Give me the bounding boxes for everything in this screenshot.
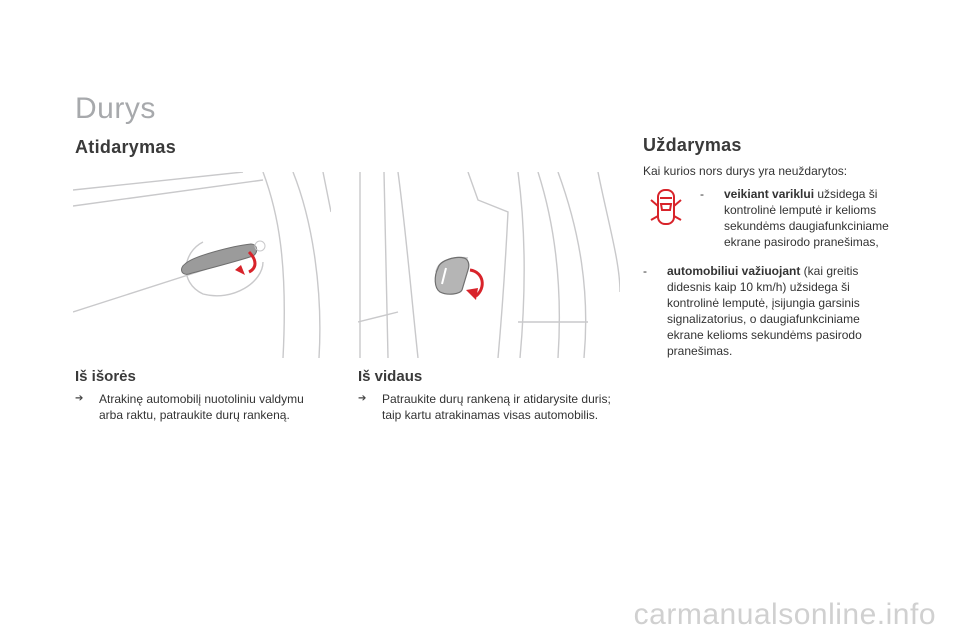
outside-instruction — [75, 391, 325, 423]
watermark: carmanualsonline.info — [633, 598, 936, 631]
door-open-warning-icon — [647, 186, 685, 232]
outside-subtitle: Iš išorės — [75, 368, 136, 385]
item2-line1-rest: (kai greitis — [800, 264, 859, 278]
section-heading-closing: Uždarymas — [643, 135, 742, 155]
outside-handle-illustration — [73, 172, 331, 358]
outside-text-line-1: Atrakinę automobilį nuotoliniu valdymu — [99, 392, 304, 406]
item2-line-6: pranešimas. — [667, 344, 733, 358]
inside-handle-illustration — [358, 172, 620, 358]
inside-subtitle: Iš vidaus — [358, 368, 423, 385]
item2-line-2: didesnis kaip 10 km/h) užsidega ši — [667, 280, 850, 294]
item2-line-3: kontrolinė lemputė, įsijungia garsinis — [667, 296, 860, 310]
item-dash: - — [700, 187, 704, 201]
item2-bold: automobiliui važiuojant — [667, 264, 801, 278]
page-title: Durys — [75, 92, 156, 125]
item2-line-5: ekrane kelioms sekundėms pasirodo — [667, 328, 862, 342]
closing-intro: Kai kurios nors durys yra neuždarytos: — [643, 164, 848, 178]
section-heading-opening: Atidarymas — [75, 137, 177, 157]
inside-instruction — [358, 391, 628, 423]
item-dash: - — [643, 264, 647, 278]
item1-line-4: ekrane pasirodo pranešimas, — [724, 235, 879, 249]
item1-bold: veikiant variklui — [724, 187, 815, 201]
item1-line-3: sekundėms daugiafunkciniame — [724, 219, 889, 233]
warning-item-driving — [643, 263, 903, 359]
inside-text-line-2: taip kartu atrakinamas visas automobilis. — [382, 408, 599, 422]
pointer-bullet-icon: ➔ — [75, 393, 84, 404]
item2-line-4: signalizatorius, o daugiafunkciniame — [667, 312, 860, 326]
item1-line1-rest: užsidega ši — [814, 187, 878, 201]
inside-text-line-1: Patraukite durų rankeną ir atidarysite duris; — [382, 392, 611, 406]
pointer-bullet-icon: ➔ — [358, 393, 367, 404]
outside-text-line-2: arba raktu, patraukite durų rankeną. — [99, 408, 290, 422]
warning-item-engine-running — [700, 186, 910, 250]
item1-line-2: kontrolinė lemputė ir kelioms — [724, 203, 877, 217]
